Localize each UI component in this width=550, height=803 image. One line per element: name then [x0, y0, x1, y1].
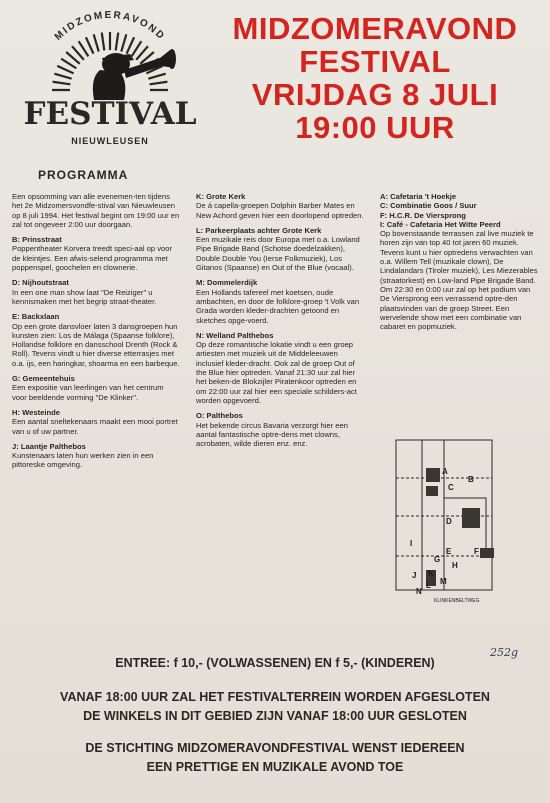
map-label: J — [412, 571, 417, 580]
map-street-label: KLINKENBELTWEG — [434, 598, 480, 604]
program-entry — [12, 374, 180, 402]
entry-heading: A: Cafetaria 't Hoekje — [380, 192, 457, 201]
entry-heading: N: Welland Palthebos — [196, 330, 274, 340]
program-column-3 — [380, 192, 540, 337]
map-street — [422, 440, 444, 590]
footer-line1: DE STICHTING MIDZOMERAVONDFESTIVAL WENST IEDEREEN — [85, 741, 465, 755]
map-label: N — [416, 587, 422, 596]
program-entry — [196, 331, 364, 405]
handwritten-note: 252g — [490, 646, 519, 659]
entry-text: Een opsomming van alle evenemen-ten tijdens het 2e Midzomersvondfe-stival van Nieuwleusen op 8 juli 1994. Het festival begint om 19:00 uur en zal tot ongeveer 2:00 uur doorgaan. — [12, 192, 180, 229]
warning-line2: DE WINKELS IN DIT GEBIED ZIJN VANAF 18:00 UUR GESLOTEN — [83, 709, 467, 723]
map-label: M — [440, 577, 447, 586]
program-entry — [12, 235, 180, 272]
entry-heading: M: Dommelerdijk — [196, 278, 258, 288]
program-entry — [12, 312, 180, 368]
entry-heading: J: Laantje Palthebos — [12, 441, 86, 451]
programma-title: PROGRAMMA — [38, 168, 129, 182]
entry-text: Op bovenstaande terrassen zal live muziek te horen zijn van top 40 tot jaren 60 muziek. Tevens kunt u hier optredens verwachten van o.a. Willem Tell (muzikale clown), De Lindalandars (Tiroler muziek), Les Miezerables (straatorkest) en Low-land Pipe Brigade Band. Om 22:30 en 0:00 uur zal op het podium van De Viersprong een verrassend optre-den plaatsvinden van de groep Street. Een wervelende show met een combinatie van cabaret en popmuziek. — [380, 229, 538, 332]
festival-map — [382, 438, 502, 606]
map-label: L — [426, 581, 431, 590]
footer-line2: EEN PRETTIGE EN MUZIKALE AVOND TOE — [146, 760, 404, 774]
map-block — [426, 486, 438, 496]
entry-text: Het bekende circus Bavaria verzorgt hier een aantal fantastische optre-dens met clowns, acrobaten, wilde dieren enz. enz. — [196, 420, 348, 449]
entry-heading: O: Palthebos — [196, 411, 243, 421]
festival-logo — [20, 8, 200, 160]
headline-line4: 19:00 UUR — [295, 110, 455, 145]
program-entry — [12, 408, 180, 436]
program-column-2 — [196, 192, 364, 454]
entree-line: ENTREE: f 10,- (VOLWASSENEN) EN f 5,- (KINDEREN) — [115, 656, 435, 670]
sunburst-ray — [86, 37, 93, 53]
map-label: E — [446, 547, 452, 556]
sunburst-ray — [121, 34, 126, 51]
sunburst-ray — [148, 74, 165, 79]
headline-line3: VRIJDAG 8 JULI — [251, 77, 499, 112]
program-entry — [196, 192, 364, 220]
entry-heading: D: Nijhoutstraat — [12, 278, 69, 288]
warning-line1: VANAF 18:00 UUR ZAL HET FESTIVALTERREIN WORDEN AFGESLOTEN — [60, 690, 490, 704]
program-entry — [196, 226, 364, 272]
entry-text: Een muzikale reis door Europa met o.a. Lowland Pipe Brigade Band (Schotse doedelzakken), Double Double You (Ierse Folkmuziek), Los Gitanos (Spaanse) en Out of the Blue (vocaal). — [196, 235, 360, 273]
map-block — [462, 508, 480, 528]
map-label: C — [448, 483, 454, 492]
entry-text: Op een grote dansvloer laten 3 dansgroepen hun kunsten zien: Los de Málaga (Spaanse folklore), Hollandse folklore en dansschool Drenth (Rock & Roll). Tevens vindt u hier diverse etterrasjes met o.a. ijs, een haringkar, shoarma en een barbeque. — [12, 321, 180, 368]
entry-text: Een aantal sneltekenaars maakt een mooi portret van u of uw partner. — [12, 417, 178, 436]
sunburst-ray — [150, 82, 168, 85]
sunburst-ray — [102, 33, 105, 51]
program-entry — [12, 442, 180, 470]
headline-line2: FESTIVAL — [299, 44, 451, 79]
entry-heading: H: Westeinde — [12, 407, 60, 417]
entry-heading: E: Backxlaan — [12, 312, 60, 322]
sunburst-ray — [54, 74, 71, 79]
entry-text: De á capella-groepen Dolphin Barber Mates en New Achord geven hier een doorlopend optreden. — [196, 201, 364, 220]
map-label: H — [452, 561, 458, 570]
map-block — [480, 548, 494, 558]
entry-heading: G: Gemeentehuis — [12, 374, 75, 384]
logo-place: NIEUWLEUSEN — [71, 136, 149, 146]
entry-heading: L: Parkeerplaats achter Grote Kerk — [196, 225, 322, 235]
headline-line1: MIDZOMERAVOND — [232, 11, 518, 46]
entry-text: Een expositie van leerlingen van het centrum voor beeldende vorming "De Klinker". — [12, 383, 164, 402]
map-block — [426, 468, 440, 482]
logo-wordmark: FESTIVAL — [23, 96, 197, 132]
map-label: I — [410, 539, 413, 548]
entry-text: Kunstenaars laten hun werken zien in een pittoreske omgeving. — [12, 451, 154, 470]
entry-heading: C: Combinatie Goos / Suur — [380, 201, 477, 211]
map-label: G — [434, 555, 441, 564]
entry-text: In een one man show laat "De Reiziger" u kennismaken met het begrip straat-theater. — [12, 287, 157, 306]
entry-text: Poppentheater Korvera treedt speci-aal op voor de kleintjes. Een afwis-selend programma met poppenspel, goochelen en clownerie. — [12, 244, 172, 273]
entry-heading: I: Café - Cafetaria Het Witte Peerd — [380, 219, 501, 229]
program-entry — [196, 411, 364, 448]
program-column-1 — [12, 192, 180, 476]
program-entry — [380, 220, 540, 332]
program-entry — [12, 278, 180, 306]
map-label: K — [428, 569, 434, 578]
map-label: B — [468, 475, 474, 484]
sunburst-ray — [57, 66, 73, 73]
logo-arc-text: MIDZOMERAVOND — [52, 9, 168, 43]
sunburst-ray — [94, 34, 99, 51]
entry-text: Een Hollands tafereel met koetsen, oude ambachten, en door de folklore-groep 't Volk van Grada worden kleder-drachten getoond en sketches opge-voerd. — [196, 287, 360, 325]
sunburst-ray — [127, 37, 134, 53]
sunburst-ray — [53, 82, 71, 85]
program-entry — [196, 278, 364, 324]
map-label: A — [442, 467, 448, 476]
program-entry — [12, 192, 180, 229]
sunburst-ray — [116, 33, 119, 51]
entry-heading: B: Prinsstraat — [12, 235, 62, 245]
entry-text: Op deze romantische lokatie vindt u een groep artiesten met muziek uit de Middeleeuwen inclusief kleder-dracht. Ook zal de groep Out of the Blue hier optreden. Vanaf 21:30 uur zal hier het beken-de Blokzijler Piratenkoor optreden en om 22:00 uur zal hier een speciale schilders-act worden opgevoerd. — [196, 340, 357, 405]
map-label: F — [474, 547, 479, 556]
headline — [210, 12, 540, 144]
entry-heading: K: Grote Kerk — [196, 192, 246, 201]
entry-heading: F: H.C.R. De Viersprong — [380, 210, 466, 220]
map-label: D — [446, 517, 452, 526]
